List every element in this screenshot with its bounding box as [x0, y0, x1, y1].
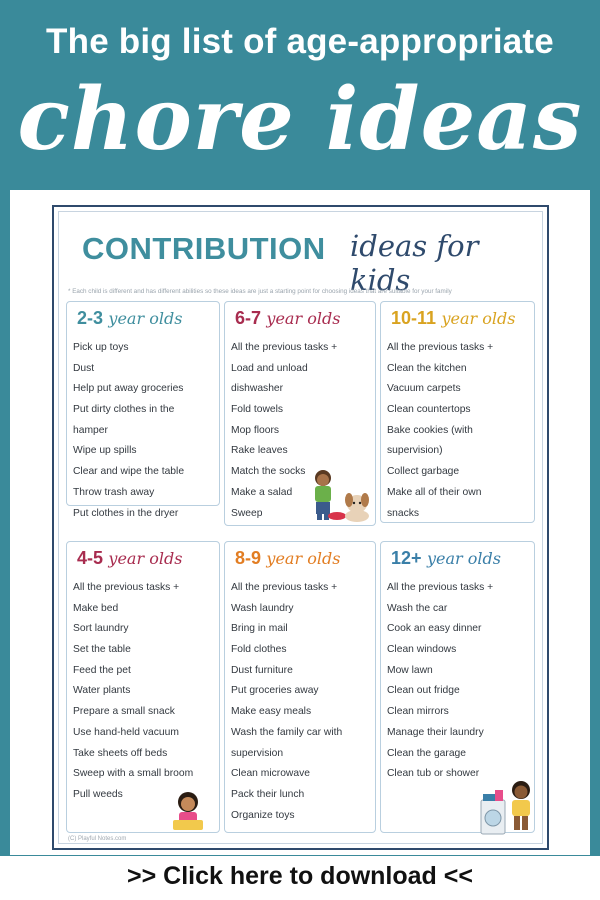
age-card-title	[235, 308, 340, 329]
list-item: snacks	[387, 507, 420, 519]
list-item: Sort laundry	[73, 623, 129, 635]
list-item: Put groceries away	[231, 685, 319, 697]
chore-list	[387, 578, 493, 785]
age-range: 2-3	[77, 308, 104, 328]
list-item: Rake leaves	[231, 445, 288, 457]
list-item: Organize toys	[231, 809, 295, 821]
list-item: Clean the kitchen	[387, 362, 467, 374]
list-item: supervision	[231, 747, 284, 759]
copyright-text: (C) Playful Notes.com	[68, 836, 127, 842]
list-item: Dust	[73, 362, 95, 374]
list-item: Pack their lunch	[231, 788, 305, 800]
chore-list	[387, 338, 493, 524]
chore-list	[73, 338, 184, 524]
girl-cleaning-illustration	[163, 790, 213, 832]
list-item: Wash the family car with	[231, 726, 343, 738]
list-item: Feed the pet	[73, 664, 131, 676]
sheet-title-script: ideas for kids	[350, 229, 479, 297]
sheet-title: CONTRIBUTION	[82, 231, 326, 266]
chore-list	[73, 578, 193, 806]
headline-line-2: chore ideas	[17, 69, 583, 170]
list-item: Manage their laundry	[387, 726, 484, 738]
list-item: Bring in mail	[231, 623, 288, 635]
download-link[interactable]: >> Click here to download <<	[0, 856, 600, 900]
list-item: Make a salad	[231, 486, 293, 498]
list-item: Fold clothes	[231, 644, 287, 656]
list-item: dishwasher	[231, 383, 284, 395]
printable-sheet-preview[interactable]	[52, 205, 549, 850]
list-item: Vacuum carpets	[387, 383, 461, 395]
sheet-disclaimer-note: * Each child is different and has different abilities so these ideas are just a starting point for choosing ideas that are suitable for your family	[68, 288, 452, 295]
list-item: Wipe up spills	[73, 445, 137, 457]
list-item: Set the table	[73, 644, 131, 656]
list-item: Use hand-held vacuum	[73, 726, 179, 738]
list-item: Mop floors	[231, 424, 280, 436]
list-item: Fold towels	[231, 404, 284, 416]
age-card-4-5	[66, 541, 220, 833]
list-item: All the previous tasks +	[231, 582, 338, 593]
list-item: Throw trash away	[73, 486, 155, 498]
age-range: 4-5	[77, 548, 104, 568]
age-card-title	[391, 308, 515, 329]
list-item: Dust furniture	[231, 664, 293, 676]
age-range: 6-7	[235, 308, 262, 328]
list-item: All the previous tasks +	[73, 582, 180, 593]
list-item: Clean microwave	[231, 768, 310, 780]
list-item: Mow lawn	[387, 664, 433, 676]
boy-feeding-dog-illustration	[303, 466, 375, 526]
list-item: Load and unload	[231, 362, 308, 374]
age-card-8-9	[224, 541, 376, 833]
list-item: supervision)	[387, 445, 443, 457]
age-suffix: year olds	[108, 309, 183, 328]
age-suffix: year olds	[426, 549, 501, 568]
age-card-10-11	[380, 301, 535, 523]
list-item: Help put away groceries	[73, 383, 184, 395]
list-item: Pull weeds	[73, 788, 123, 800]
age-card-12-plus	[380, 541, 535, 833]
age-suffix: year olds	[266, 549, 341, 568]
list-item: Cook an easy dinner	[387, 623, 482, 635]
list-item: Make bed	[73, 602, 119, 614]
list-item: Clean mirrors	[387, 706, 449, 718]
list-item: All the previous tasks +	[387, 342, 494, 353]
list-item: All the previous tasks +	[231, 342, 338, 353]
chore-list	[231, 578, 342, 826]
list-item: Wash laundry	[231, 602, 294, 614]
list-item: Take sheets off beds	[73, 747, 168, 759]
age-range: 12+	[391, 548, 422, 568]
age-range: 10-11	[391, 308, 437, 328]
list-item: Clean the garage	[387, 747, 467, 759]
age-card-title	[235, 548, 340, 569]
age-card-title	[391, 548, 501, 569]
list-item: hamper	[73, 424, 108, 436]
girl-laundry-illustration	[479, 778, 541, 838]
list-item: Sweep with a small broom	[73, 768, 194, 780]
age-card-2-3	[66, 301, 220, 519]
age-card-title	[77, 308, 182, 329]
list-item: Clear and wipe the table	[73, 466, 185, 478]
list-item: Clean countertops	[387, 404, 471, 416]
list-item: Put clothes in the dryer	[73, 507, 179, 519]
list-item: Water plants	[73, 685, 131, 697]
list-item: Pick up toys	[73, 342, 129, 353]
list-item: Wash the car	[387, 602, 448, 614]
age-card-6-7	[224, 301, 376, 526]
age-range: 8-9	[235, 548, 262, 568]
list-item: Put dirty clothes in the	[73, 404, 175, 416]
list-item: Make all of their own	[387, 486, 482, 498]
list-item: Make easy meals	[231, 706, 312, 718]
age-suffix: year olds	[441, 309, 516, 328]
list-item: Clean windows	[387, 644, 457, 656]
list-item: Clean out fridge	[387, 685, 460, 697]
age-suffix: year olds	[266, 309, 341, 328]
age-card-title	[77, 548, 182, 569]
headline-line-1: The big list of age-appropriate	[46, 22, 554, 61]
list-item: Clean tub or shower	[387, 768, 480, 780]
list-item: All the previous tasks +	[387, 582, 494, 593]
age-suffix: year olds	[108, 549, 183, 568]
list-item: Collect garbage	[387, 466, 460, 478]
list-item: Sweep	[231, 507, 263, 519]
list-item: Bake cookies (with	[387, 424, 473, 436]
list-item: Prepare a small snack	[73, 706, 175, 718]
list-item: Match the socks	[231, 466, 306, 478]
